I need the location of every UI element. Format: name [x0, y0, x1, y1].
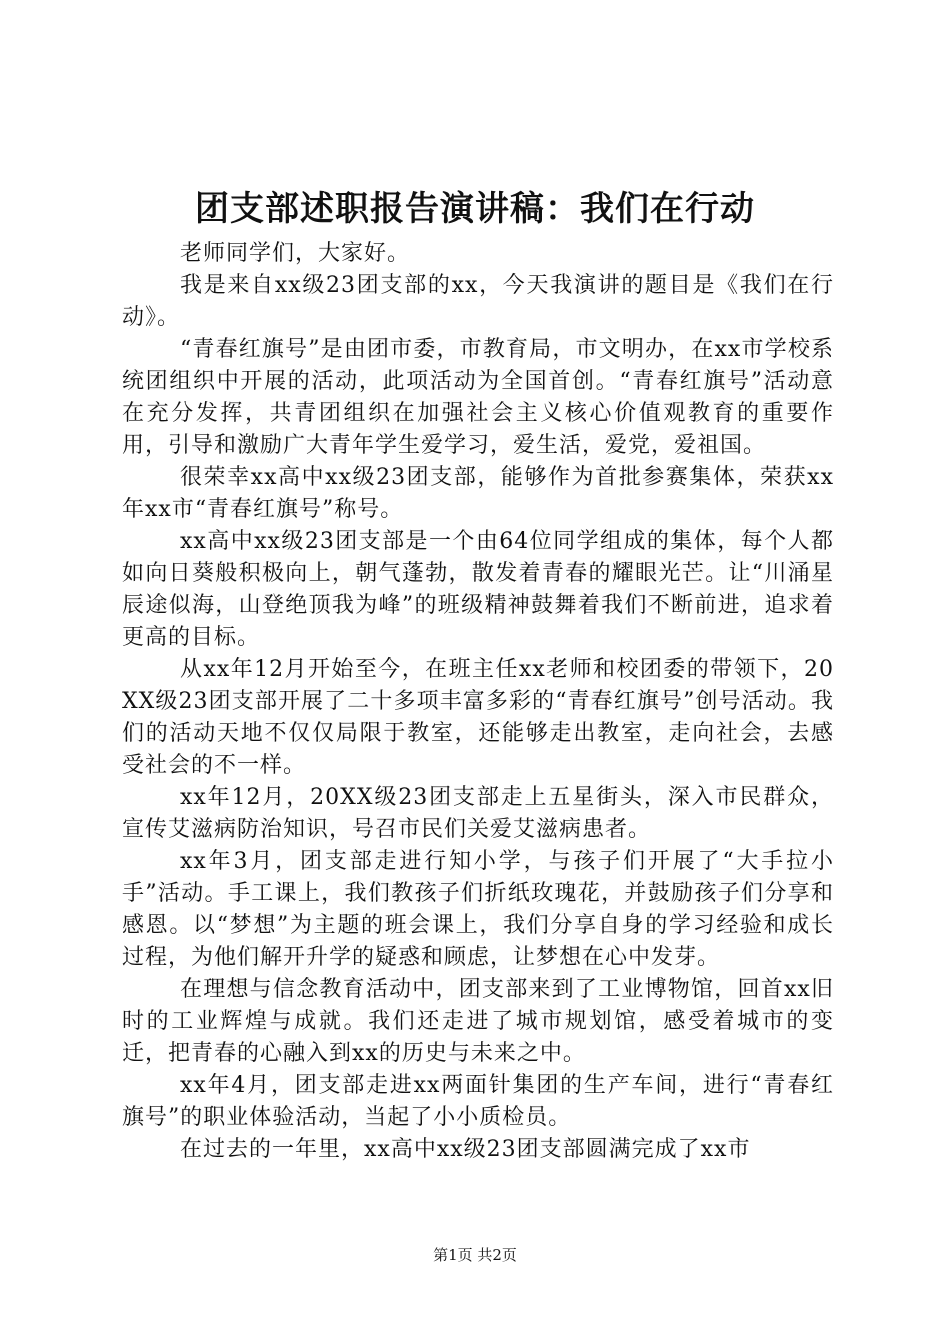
paragraph: 很荣幸xx高中xx级23团支部，能够作为首批参赛集体，荣获xx年xx市“青春红旗号”称号。 — [122, 465, 834, 522]
paragraph: xx年4月，团支部走进xx两面针集团的生产车间，进行“青春红旗号”的职业体验活动，当起了小小质检员。 — [122, 1073, 834, 1130]
paragraph: xx高中xx级23团支部是一个由64位同学组成的集体，每个人都如向日葵般积极向上，朝气蓬勃，散发着青春的耀眼光芒。让“川涌星辰途似海，山登绝顶我为峰”的班级精神鼓舞着我们不断前进，追求着更高的目标。 — [122, 529, 834, 650]
paragraph: 从xx年12月开始至今，在班主任xx老师和校团委的带领下，20XX级23团支部开展了二十多项丰富多彩的“青春红旗号”创号活动。我们的活动天地不仅仅局限于教室，还能够走出教室，走向社会，去感受社会的不一样。 — [122, 657, 834, 778]
document-title: 团支部述职报告演讲稿：我们在行动 — [195, 189, 755, 229]
paragraph: xx年12月，20XX级23团支部走上五星街头，深入市民群众，宣传艾滋病防治知识，号召市民们关爱艾滋病患者。 — [122, 785, 834, 842]
page-number-footer: 第1页 共2页 — [433, 1246, 517, 1264]
paragraph: 我是来自xx级23团支部的xx，今天我演讲的题目是《我们在行动》。 — [122, 273, 834, 330]
paragraph: 在理想与信念教育活动中，团支部来到了工业博物馆，回首xx旧时的工业辉煌与成就。我们还走进了城市规划馆，感受着城市的变迁，把青春的心融入到xx的历史与未来之中。 — [122, 977, 834, 1066]
paragraph: xx年3月，团支部走进行知小学，与孩子们开展了“大手拉小手”活动。手工课上，我们教孩子们折纸玫瑰花，并鼓励孩子们分享和感恩。以“梦想”为主题的班会课上，我们分享自身的学习经验和成长过程，为他们解开升学的疑惑和顾虑，让梦想在心中发芽。 — [122, 849, 834, 970]
paragraph: “青春红旗号”是由团市委，市教育局，市文明办，在xx市学校系统团组织中开展的活动，此项活动为全国首创。“青春红旗号”活动意在充分发挥，共青团组织在加强社会主义核心价值观教育的重要作用，引导和激励广大青年学生爱学习，爱生活，爱党，爱祖国。 — [122, 337, 834, 458]
paragraph: 老师同学们，大家好。 — [180, 241, 411, 266]
paragraph: 在过去的一年里，xx高中xx级23团支部圆满完成了xx市 — [180, 1137, 751, 1162]
document-body — [122, 238, 834, 1166]
